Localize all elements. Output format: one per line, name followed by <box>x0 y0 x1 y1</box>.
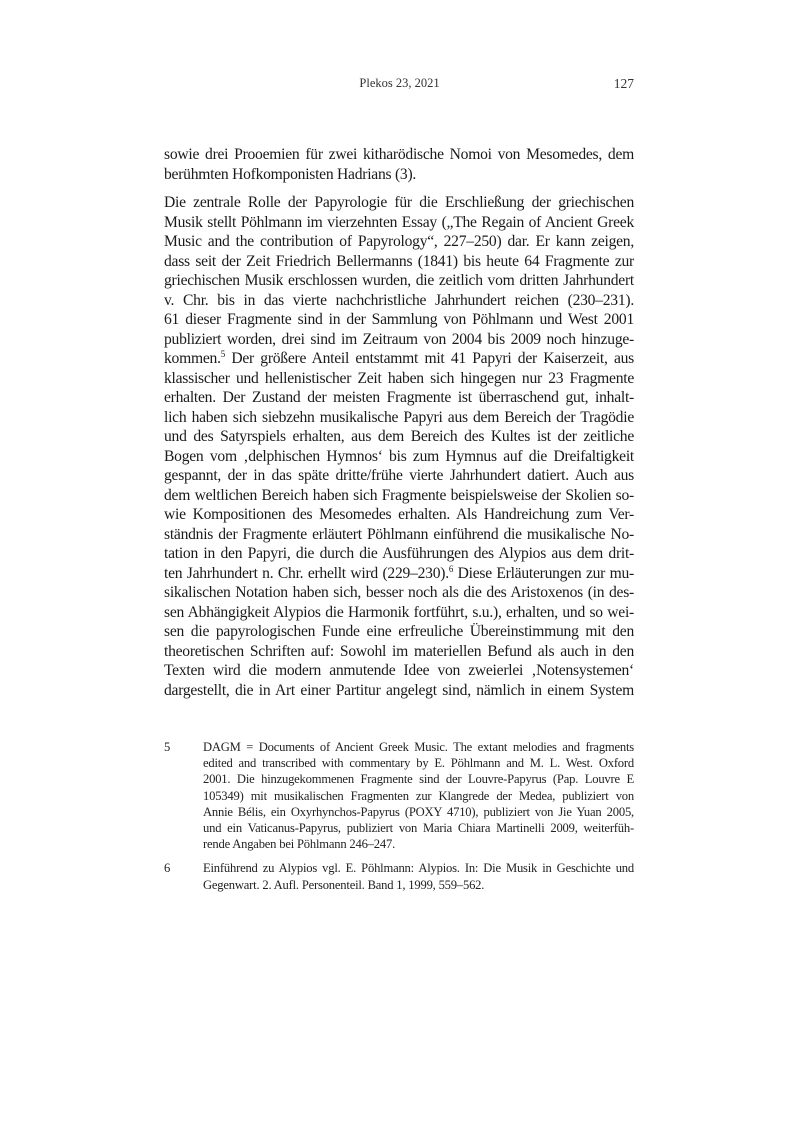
paragraph <box>164 145 634 184</box>
text-line: und des Satyrspiels erhalten, aus dem Bereich des Kultes ist der zeitliche <box>164 428 634 445</box>
text-line: dargestellt, die in Art einer Partitur angelegt sind, nämlich in einem System <box>164 681 634 699</box>
text-line: Die zentrale Rolle der Papyrologie für die Erschließung der griechischen <box>164 194 634 211</box>
text-line: Bogen vom ‚delphischen Hymnos‘ bis zum Hymnus auf die Dreifaltigkeit <box>164 447 634 465</box>
text-line <box>164 564 634 584</box>
text-line: dass seit der Zeit Friedrich Bellermanns (1841) bis heute 64 Fragmente zur <box>164 252 634 270</box>
line-text: Der größere Anteil entstammt mit 41 Papyri der Kaiserzeit, aus <box>224 350 634 367</box>
text-line: 105349) mit musikalischen Fragmenten zur Klangrede der Medea, publiziert von <box>203 788 634 803</box>
line-text: Diese Erläuterungen zur mu- <box>453 564 634 582</box>
text-line: erhalten. Der Zustand der meisten Fragmente ist überraschend gut, inhalt- <box>164 389 634 406</box>
footnote-reference[interactable]: 5 <box>220 349 225 359</box>
footnote-text <box>203 739 634 852</box>
text-line: Music and the contribution of Papyrology“, 227–250) dar. Er kann zeigen, <box>164 233 634 250</box>
text-line: sen die papyrologischen Funde eine erfreuliche Übereinstimmung mit den <box>164 623 634 640</box>
text-line: rende Angaben bei Pöhlmann 246–247. <box>203 837 396 852</box>
text-line: griechischen Musik erschlossen wurden, die zeitlich vom dritten Jahrhundert <box>164 272 634 289</box>
text-line: publiziert worden, drei sind im Zeitraum von 2004 bis 2009 noch hinzuge- <box>164 330 634 348</box>
text-line: tation in den Papyri, die durch die Ausführungen des Alypios aus dem drit- <box>164 545 634 562</box>
text-line: v. Chr. bis in das vierte nachchristliche Jahrhundert reichen (230–231). <box>164 291 634 309</box>
footnote <box>164 860 634 892</box>
text-line: theoretischen Schriften auf: Sowohl im materiellen Befund als auch in den <box>164 642 634 660</box>
footnote-number: 5 <box>164 740 171 754</box>
text-line: 61 dieser Fragmente sind in der Sammlung von Pöhlmann und West 2001 <box>164 311 634 328</box>
text-line: sen Abhängigkeit Alypios die Harmonik fortführt, s.u.), erhalten, und so wei- <box>164 603 634 621</box>
running-header: Plekos 23, 2021 <box>359 76 440 90</box>
text-line: lich haben sich siebzehn musikalische Papyri aus dem Bereich der Tragödie <box>164 408 634 426</box>
text-line: sowie drei Prooemien für zwei kitharödische Nomoi von Mesomedes, dem <box>164 146 634 163</box>
text-line: Gegenwart. 2. Aufl. Personenteil. Band 1, 1999, 559–562. <box>203 877 485 892</box>
footnote <box>164 739 634 852</box>
text-line: sikalischen Notation haben sich, besser noch als die des Aristoxenos (in des- <box>164 584 634 601</box>
text-line: Annie Bélis, ein Oxyrhynchos-Papyrus (POXY 4710), publiziert von Jie Yuan 2005, <box>203 804 634 819</box>
text-line: berühmten Hofkomponisten Hadrians (3). <box>164 165 417 183</box>
paragraph <box>164 193 634 700</box>
text-line: wie Kompositionen des Mesomedes erhalten. Als Handreichung zum Ver- <box>164 506 634 523</box>
text-line: gespannt, der in das späte dritte/frühe vierte Jahrhundert datiert. Auch aus <box>164 467 634 484</box>
text-line: dem weltlichen Bereich haben sich Fragmente beispielsweise der Skolien so- <box>164 486 634 504</box>
line-text: ten Jahrhundert n. Chr. erhellt wird (229–230). <box>164 564 449 582</box>
footnotes <box>164 739 634 901</box>
text-line: DAGM = Documents of Ancient Greek Music. The extant melodies and fragments <box>203 740 634 754</box>
text-line: edited and transcribed with commentary by E. Pöhlmann and M. L. West. Oxford <box>203 756 634 771</box>
text-line: Einführend zu Alypios vgl. E. Pöhlmann: Alypios. In: Die Musik in Geschichte und <box>203 861 634 876</box>
text-line: ständnis der Fragmente erläutert Pöhlmann einführend die musikalische No- <box>164 525 634 543</box>
text-line: klassischer und hellenistischer Zeit haben sich hingegen nur 23 Fragmente <box>164 369 634 387</box>
footnote-text <box>203 860 634 892</box>
text-line: Musik stellt Pöhlmann im vierzehnten Essay („The Regain of Ancient Greek <box>164 213 634 231</box>
line-text: kommen. <box>164 350 221 367</box>
text-line: und ein Vaticanus-Papyrus, publiziert von Maria Chiara Martinelli 2009, weiterfüh- <box>203 820 634 835</box>
body-text <box>164 145 634 709</box>
footnote-reference[interactable]: 6 <box>448 563 454 574</box>
page-number: 127 <box>613 76 634 91</box>
text-line: 2001. Die hinzugekommenen Fragmente sind der Louvre-Papyrus (Pap. Louvre E <box>203 772 634 787</box>
text-line <box>164 349 634 369</box>
text-line: Texten wird die modern anmutende Idee von zweierlei ‚Notensystemen‘ <box>164 662 634 679</box>
footnote-number: 6 <box>164 861 171 876</box>
